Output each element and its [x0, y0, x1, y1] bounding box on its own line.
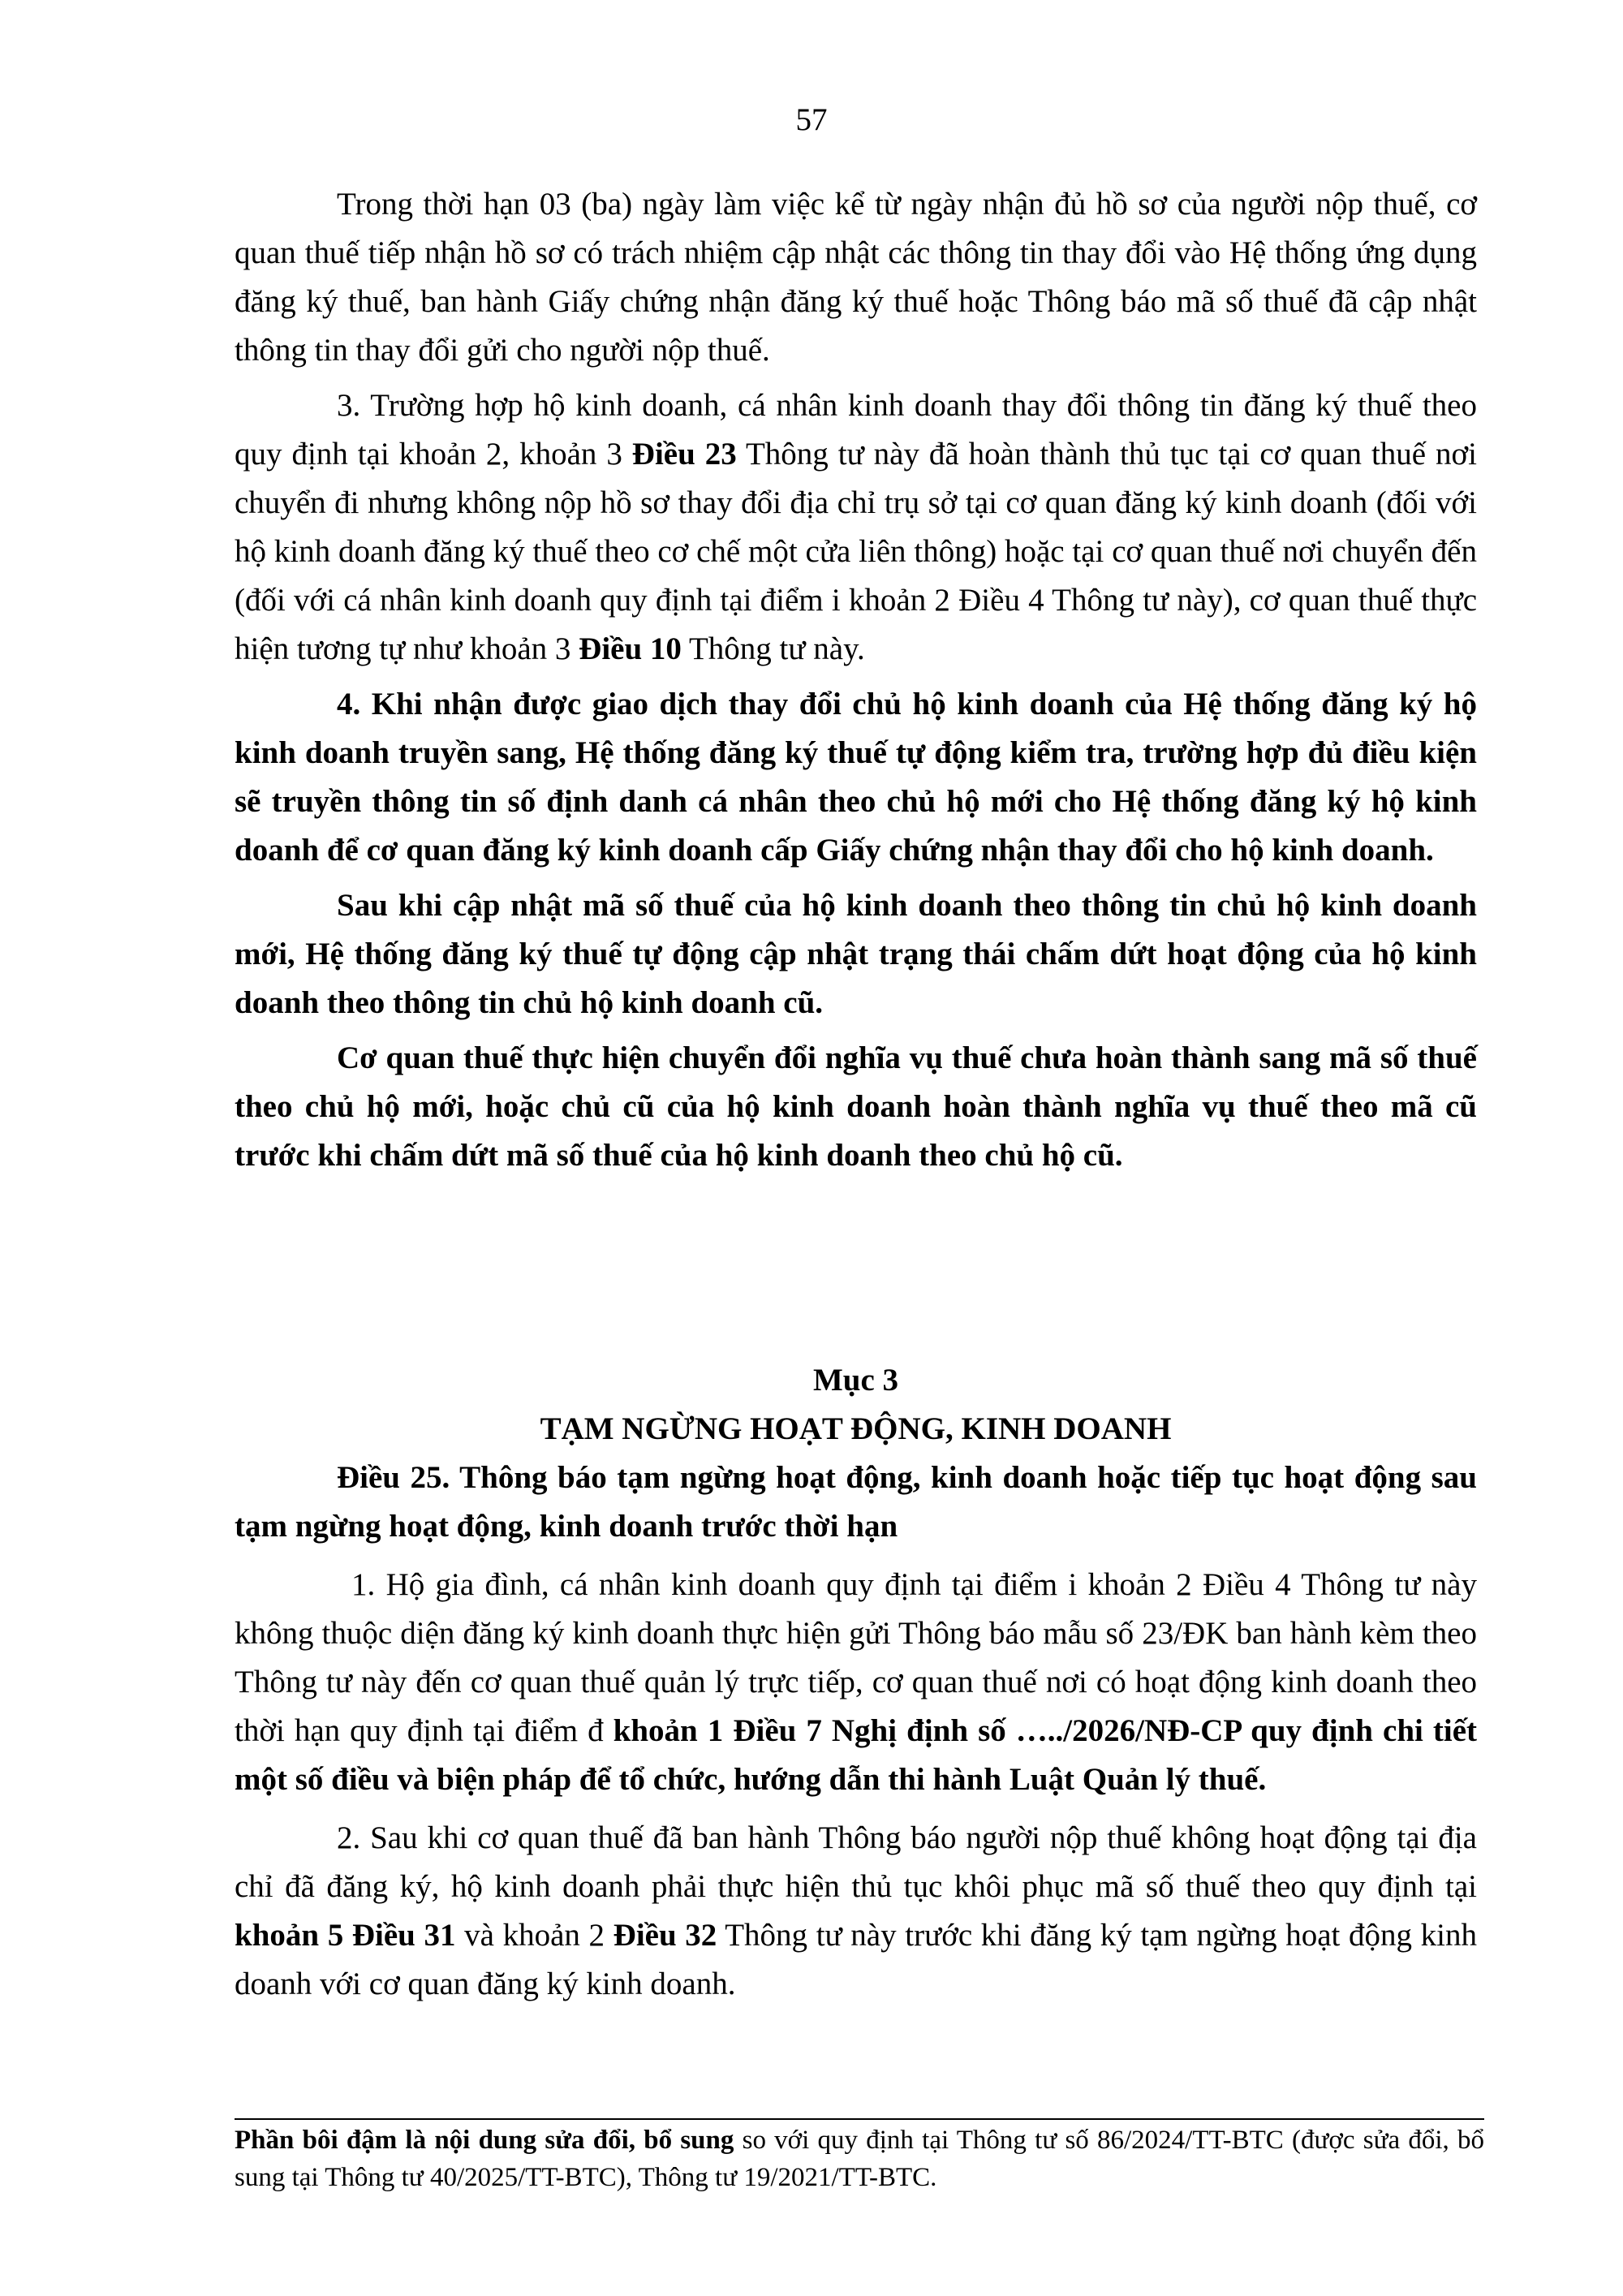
paragraph-processing-time: Trong thời hạn 03 (ba) ngày làm việc kể từ ngày nhận đủ hồ sơ của người nộp thuế, cơ quan thuế tiếp nhận hồ sơ có trách nhiệm cập nhật các thông tin thay đổi vào Hệ thống ứng dụng đăng ký thuế, ban hành Giấy chứng nhận đăng ký thuế hoặc Thông báo mã số thuế đã cập nhật thông tin thay đổi gửi cho người nộp thuế.	[235, 187, 1477, 368]
paragraph-status-update: Sau khi cập nhật mã số thuế của hộ kinh doanh theo thông tin chủ hộ kinh doanh mới, Hệ thống đăng ký thuế tự động cập nhật trạng thái chấm dứt hoạt động của hộ kinh doanh theo thông tin chủ hộ kinh doanh cũ.	[235, 888, 1477, 1020]
document-body	[235, 180, 1477, 1180]
page-number: 57	[795, 102, 828, 137]
section-label: Mục 3	[812, 1363, 899, 1398]
article-25-clause-2-bold-1: khoản 5 Điều 31	[235, 1918, 456, 1953]
footer-note-bold: Phần bôi đậm là nội dung sửa đổi, bổ sung	[235, 2126, 734, 2155]
clause-3-text-3: Thông tư này.	[681, 631, 865, 666]
article-25-clause-1	[235, 1561, 1477, 1804]
article-25-clause-2-text-3: Thông tư này trước khi đăng ký tạm ngừng hoạt động kinh doanh với cơ quan đăng ký kinh doanh.	[235, 1918, 1477, 2001]
clause-3-text-2: Thông tư này đã hoàn thành thủ tục tại cơ quan thuế nơi chuyển đi nhưng không nộp hồ sơ thay đổi địa chỉ trụ sở tại cơ quan đăng ký kinh doanh (đối với hộ kinh doanh đăng ký thuế theo cơ chế một cửa liên thông) hoặc tại cơ quan thuế nơi chuyển đến (đối với cá nhân kinh doanh quy định tại điểm i khoản 2 Điều 4 Thông tư này), cơ quan thuế thực hiện tương tự như khoản 3	[235, 437, 1478, 666]
clause-3-bold-2: Điều 10	[579, 631, 682, 666]
article-25-clause-1-text: 1. Hộ gia đình, cá nhân kinh doanh quy định tại điểm i khoản 2 Điều 4 Thông tư này không thuộc diện đăng ký kinh doanh thực hiện gửi Thông báo mẫu số 23/ĐK ban hành kèm theo Thông tư này đến cơ quan thuế quản lý trực tiếp, cơ quan thuế nơi có hoạt động kinh doanh theo thời hạn quy định tại điểm đ	[235, 1567, 1477, 1748]
article-25-heading: Điều 25. Thông báo tạm ngừng hoạt động, kinh doanh hoặc tiếp tục hoạt động sau tạm ngừng hoạt động, kinh doanh trước thời hạn	[235, 1460, 1477, 1544]
article-25-clause-2-text-1: 2. Sau khi cơ quan thuế đã ban hành Thông báo người nộp thuế không hoạt động tại địa chỉ đã đăng ký, hộ kinh doanh phải thực hiện thủ tục khôi phục mã số thuế theo quy định tại	[235, 1820, 1477, 1904]
footer-divider	[235, 2118, 1484, 2120]
section-title: TẠM NGỪNG HOẠT ĐỘNG, KINH DOANH	[540, 1411, 1172, 1446]
footer-note	[235, 2122, 1484, 2196]
clause-3-text-1: 3. Trường hợp hộ kinh doanh, cá nhân kinh doanh thay đổi thông tin đăng ký thuế theo quy định tại khoản 2, khoản 3	[235, 388, 1477, 472]
paragraph-clause-3	[235, 381, 1477, 674]
section-3	[235, 1356, 1477, 2009]
article-25-clause-2	[235, 1814, 1477, 2009]
clause-3-bold-1: Điều 23	[631, 437, 737, 472]
paragraph-clause-4: 4. Khi nhận được giao dịch thay đổi chủ hộ kinh doanh của Hệ thống đăng ký hộ kinh doanh truyền sang, Hệ thống đăng ký thuế tự động kiểm tra, trường hợp đủ điều kiện sẽ truyền thông tin số định danh cá nhân theo chủ hộ mới cho Hệ thống đăng ký hộ kinh doanh để cơ quan đăng ký kinh doanh cấp Giấy chứng nhận thay đổi cho hộ kinh doanh.	[235, 687, 1477, 868]
article-25-clause-2-bold-2: Điều 32	[613, 1918, 717, 1953]
article-25-clause-2-text-2: và khoản 2	[455, 1918, 613, 1953]
footer-note-rest: so với quy định tại Thông tư số 86/2024/TT-BTC (được sửa đổi, bổ sung tại Thông tư 40/2025/TT-BTC), Thông tư 19/2021/TT-BTC.	[235, 2126, 1484, 2192]
paragraph-obligation-transfer: Cơ quan thuế thực hiện chuyển đổi nghĩa vụ thuế chưa hoàn thành sang mã số thuế theo chủ hộ mới, hoặc chủ cũ của hộ kinh doanh hoàn thành nghĩa vụ thuế theo mã cũ trước khi chấm dứt mã số thuế của hộ kinh doanh theo chủ hộ cũ.	[235, 1040, 1477, 1173]
footer-note-text	[235, 2122, 1484, 2196]
article-25-clause-1-bold: khoản 1 Điều 7 Nghị định số …../2026/NĐ-CP quy định chi tiết một số điều và biện pháp để tổ chức, hướng dẫn thi hành Luật Quản lý thuế.	[235, 1713, 1477, 1797]
